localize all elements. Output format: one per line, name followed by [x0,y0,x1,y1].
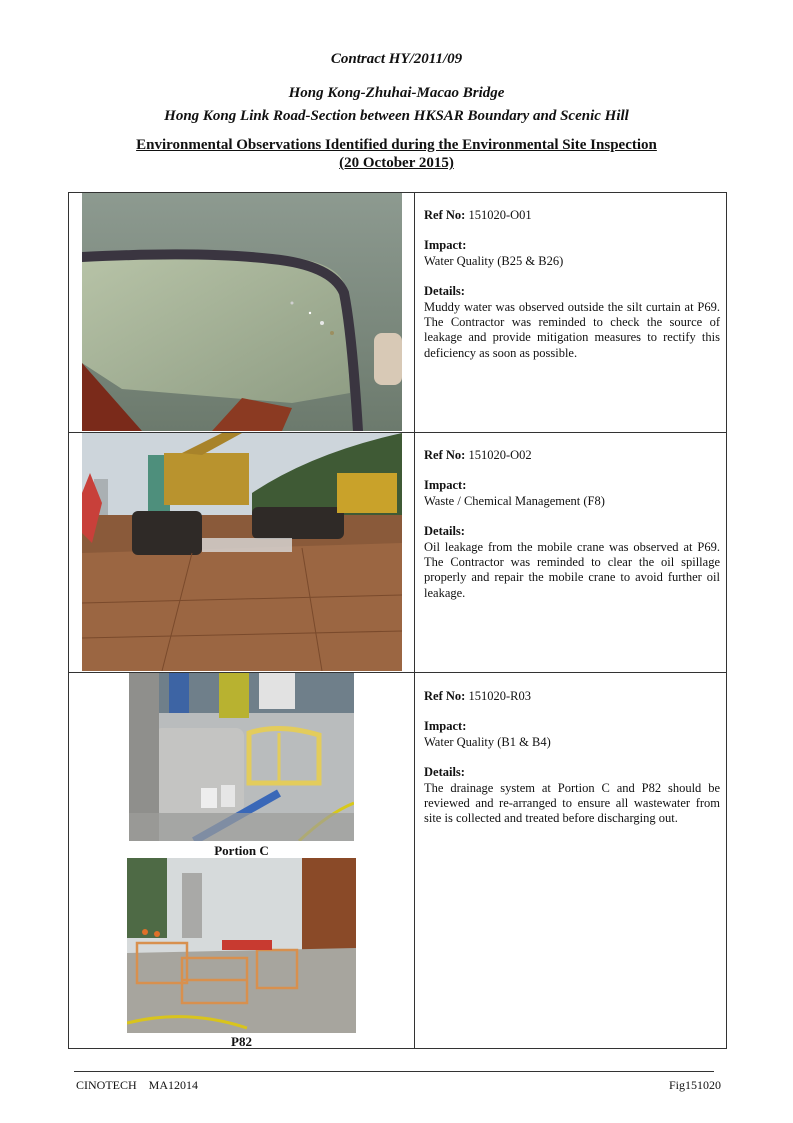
impact-value: Water Quality (B25 & B26) [424,253,564,268]
observation-3-text [424,689,720,827]
footer-figure-ref: Fig151020 [668,1078,721,1092]
ref-row [424,689,720,704]
details-value: Oil leakage from the mobile crane was observed at P69. The Contractor was reminded to clear the oil spillage properly and repair the mobile crane to avoid further oil leakage. [424,539,720,600]
project-title-line2: Hong Kong Link Road-Section between HKSAR Boundary and Scenic Hill [164,108,629,124]
observation-1-text [424,208,720,361]
details-label: Details: [424,524,465,539]
contract-number: Contract HY/2011/09 [330,51,463,67]
impact-value: Waste / Chemical Management (F8) [424,493,605,508]
inspection-date: (20 October 2015) [339,155,454,171]
details-value: The drainage system at Portion C and P82 should be reviewed and re-arranged to ensure all wastewater from site is collected and treated before discharging out. [424,780,720,826]
table-column-divider [414,192,415,1049]
ref-row [424,208,720,223]
impact-label: Impact: [424,719,467,734]
footer-rule [74,1071,714,1072]
ref-value: 151020-O01 [468,208,532,222]
ref-value: 151020-O02 [468,448,532,462]
photo-silt-curtain [82,193,402,431]
caption-portion-c: Portion C [214,843,269,858]
ref-label: Ref No: [424,448,466,462]
impact-label: Impact: [424,478,467,493]
document-title: Environmental Observations Identified during the Environmental Site Inspection [136,137,657,153]
photo-mobile-crane [82,433,402,671]
details-label: Details: [424,765,465,780]
details-value: Muddy water was observed outside the silt curtain at P69. The Contractor was reminded to check the source of leakage and provide mitigation measures to rectify this deficiency as soon as possible. [424,299,720,360]
project-title-line1: Hong Kong-Zhuhai-Macao Bridge [288,85,505,101]
caption-p82: P82 [231,1034,252,1049]
photo-portion-c [129,673,354,841]
ref-value: 151020-R03 [468,689,531,703]
impact-label: Impact: [424,238,467,253]
photo-p82 [127,858,356,1033]
observation-2-text [424,448,720,601]
footer-company-ref: CINOTECH MA12014 [76,1078,198,1092]
details-label: Details: [424,284,465,299]
ref-label: Ref No: [424,689,466,703]
ref-row [424,448,720,463]
impact-value: Water Quality (B1 & B4) [424,734,551,749]
ref-label: Ref No: [424,208,466,222]
